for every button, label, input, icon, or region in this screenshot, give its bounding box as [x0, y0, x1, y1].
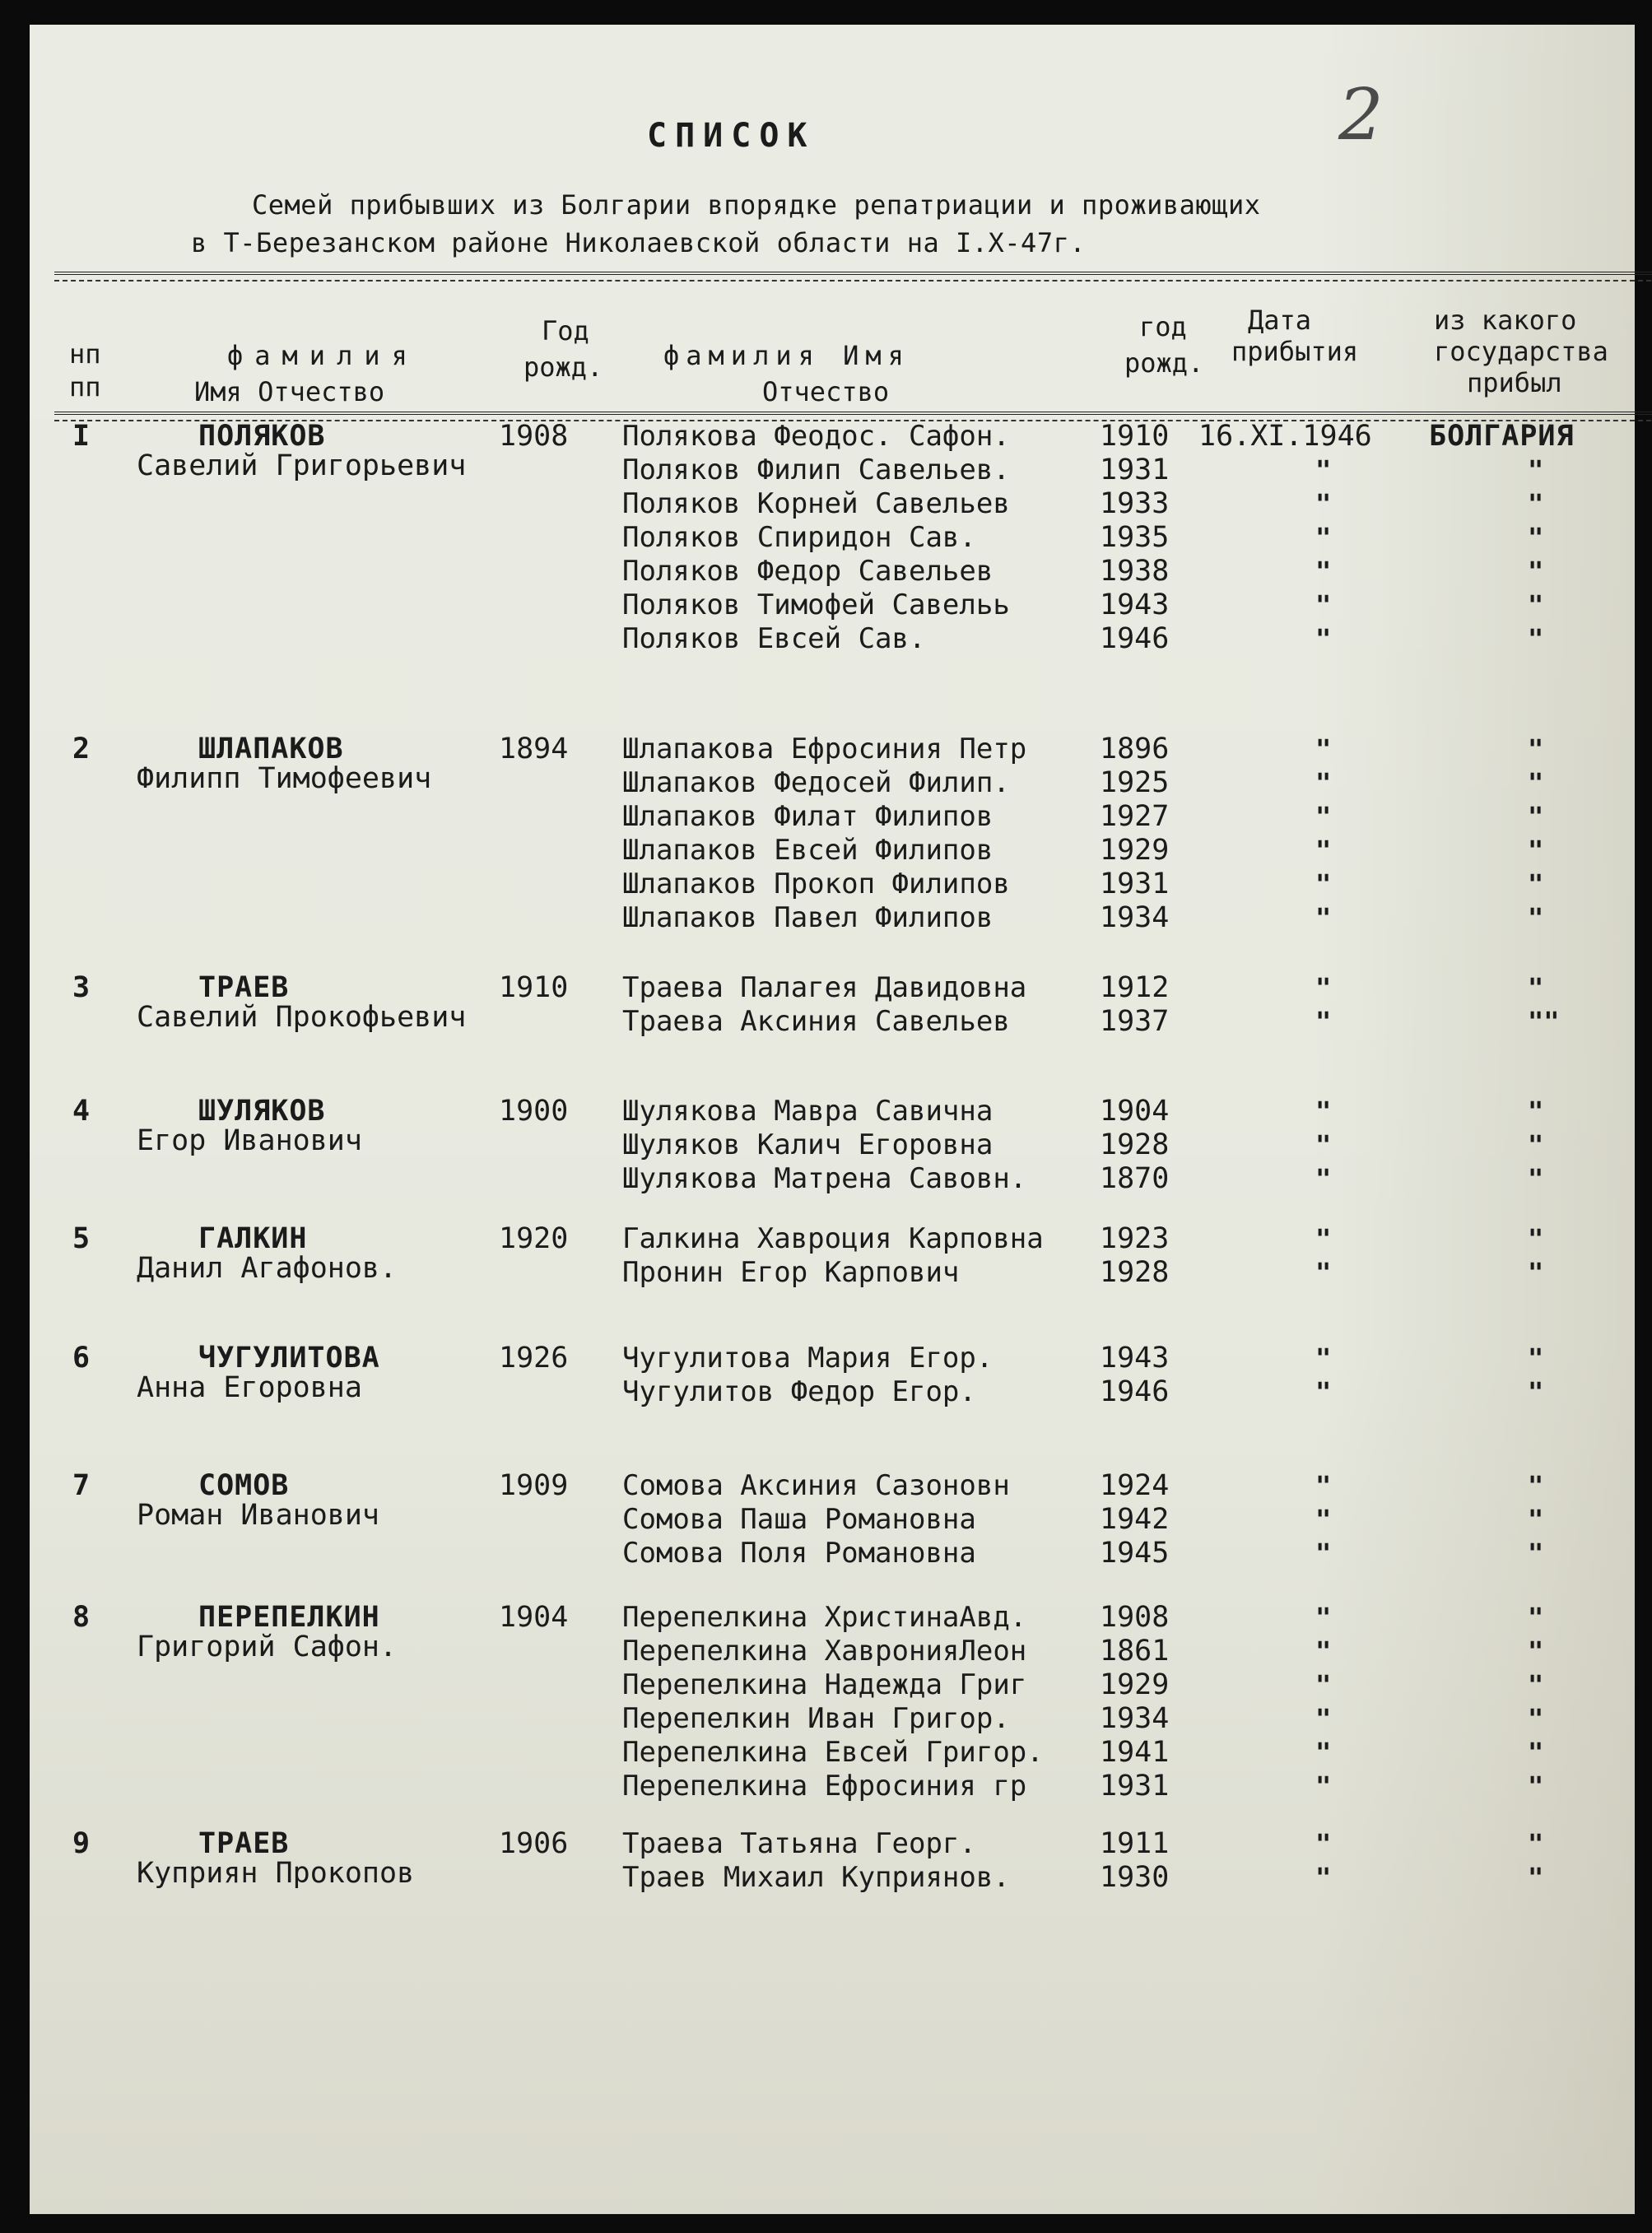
member-year: 1934 [1100, 1702, 1170, 1735]
member-year: 1924 [1100, 1469, 1170, 1502]
member-country-ditto: " [1528, 733, 1544, 765]
member-name: Поляков Корней Савельев [622, 487, 1010, 520]
member-name: Шулякова Матрена Савовн. [622, 1162, 1027, 1195]
member-arrival-ditto: " [1315, 623, 1332, 654]
member-year: 1912 [1100, 971, 1170, 1004]
member-arrival-ditto: " [1315, 1096, 1332, 1127]
member-name: Перепелкина ХристинаАвд. [622, 1601, 1027, 1634]
col-header-head-name: фамилия Имя Отчество [194, 340, 419, 407]
family-head-name: Егор Иванович [137, 1124, 362, 1157]
col-header-head-year: Год рожд. [524, 315, 603, 383]
family-number: 6 [72, 1342, 91, 1375]
member-arrival-ditto: " [1315, 556, 1332, 587]
member-name: Поляков Евсей Сав. [622, 622, 926, 655]
family-head-name: Филипп Тимофеевич [137, 762, 432, 795]
member-arrival-ditto: " [1315, 733, 1332, 765]
member-year: 1943 [1100, 588, 1170, 621]
member-country-ditto: " [1528, 801, 1544, 832]
member-year: 1943 [1100, 1342, 1170, 1375]
member-name: Перепелкина Евсей Григор. [622, 1736, 1044, 1769]
member-year: 1908 [1100, 1601, 1170, 1634]
member-arrival-ditto: " [1315, 488, 1332, 519]
member-country-ditto: " [1528, 1669, 1544, 1700]
member-country-ditto: " [1528, 556, 1544, 587]
member-year: 1929 [1100, 834, 1170, 867]
family-head-surname: ПЕРЕПЕЛКИН [198, 1601, 380, 1634]
member-name: Шлапаков Федосей Филип. [622, 766, 1010, 799]
member-arrival-ditto: " [1315, 454, 1332, 486]
member-year: 1928 [1100, 1256, 1170, 1289]
col-header-num: нп пп [69, 338, 101, 402]
family-head-name: Савелий Григорьевич [137, 449, 467, 482]
member-country-ditto: " [1528, 454, 1544, 486]
family-number: 2 [72, 733, 91, 765]
member-year: 1870 [1100, 1162, 1170, 1195]
member-year: 1931 [1100, 454, 1170, 486]
member-name: Перепелкина ХавронияЛеон [622, 1635, 1027, 1668]
member-name: Галкина Хавроция Карповна [622, 1222, 1044, 1255]
document-title: СПИСОК [647, 117, 816, 155]
member-country-ditto: " [1528, 488, 1544, 519]
member-country-ditto: " [1528, 1342, 1544, 1374]
member-name: Перепелкина Надежда Григ [622, 1668, 1027, 1701]
member-arrival-ditto: " [1315, 868, 1332, 900]
member-name: Поляков Филип Савельев. [622, 454, 1010, 486]
member-name: Чугулитов Федор Егор. [622, 1375, 976, 1408]
member-arrival-ditto: " [1315, 767, 1332, 798]
document-page [30, 25, 1635, 2214]
member-country-ditto: " [1528, 1770, 1544, 1802]
member-arrival-ditto: " [1315, 1342, 1332, 1374]
member-year: 1930 [1100, 1861, 1170, 1894]
member-year: 1937 [1100, 1005, 1170, 1038]
col-header-country: из какого государства прибыл [1434, 305, 1608, 398]
member-arrival-ditto: " [1315, 1635, 1332, 1667]
member-name: Поляков Федор Савельев [622, 555, 994, 588]
member-arrival-ditto: " [1315, 1129, 1332, 1161]
member-country-ditto: " [1528, 1470, 1544, 1501]
member-year: 1896 [1100, 733, 1170, 765]
member-country-ditto: " [1528, 868, 1544, 900]
member-name: Чугулитова Мария Егор. [622, 1342, 994, 1375]
member-country-ditto: " [1528, 767, 1544, 798]
member-name: Траева Татьяна Георг. [622, 1827, 976, 1860]
member-country: БОЛГАРИЯ [1429, 420, 1575, 453]
member-country-ditto: "" [1528, 1006, 1560, 1037]
member-name: Шлапаков Прокоп Филипов [622, 868, 1010, 900]
member-country-ditto: " [1528, 1828, 1544, 1859]
family-head-surname: ГАЛКИН [198, 1222, 308, 1255]
member-arrival-ditto: " [1315, 902, 1332, 933]
member-country-ditto: " [1528, 1163, 1544, 1194]
member-year: 1935 [1100, 521, 1170, 554]
family-number: 5 [72, 1222, 91, 1255]
family-head-surname: ТРАЕВ [198, 971, 290, 1004]
member-name: Шуляков Калич Егоровна [622, 1128, 994, 1161]
member-country-ditto: " [1528, 1504, 1544, 1535]
member-country-ditto: " [1528, 1223, 1544, 1254]
family-head-year: 1908 [499, 420, 569, 453]
member-year: 1946 [1100, 622, 1170, 655]
member-name: Пронин Егор Карпович [622, 1256, 960, 1289]
family-number: 7 [72, 1469, 91, 1502]
member-arrival-ditto: " [1315, 1703, 1332, 1734]
member-year: 1910 [1100, 420, 1170, 453]
handwritten-page-number: 2 [1338, 74, 1384, 156]
family-head-surname: ШУЛЯКОВ [198, 1095, 326, 1128]
member-country-ditto: " [1528, 1737, 1544, 1768]
member-country-ditto: " [1528, 1602, 1544, 1633]
member-country-ditto: " [1528, 623, 1544, 654]
member-arrival: 16.XI.1946 [1198, 420, 1372, 453]
subtitle-line-1: Семей прибывших из Болгарии впорядке репатриации и проживающих [252, 189, 1261, 221]
member-name: Перепелкин Иван Григор. [622, 1702, 1010, 1735]
family-head-year: 1909 [499, 1469, 569, 1502]
member-name: Шлапакова Ефросиния Петр [622, 733, 1027, 765]
member-arrival-ditto: " [1315, 1862, 1332, 1893]
member-year: 1945 [1100, 1537, 1170, 1570]
col-header-member-year: год рожд. [1124, 311, 1204, 379]
member-year: 1938 [1100, 555, 1170, 588]
member-arrival-ditto: " [1315, 1163, 1332, 1194]
member-name: Шлапаков Филат Филипов [622, 800, 994, 833]
family-head-year: 1894 [499, 733, 569, 765]
member-year: 1942 [1100, 1503, 1170, 1536]
member-arrival-ditto: " [1315, 801, 1332, 832]
family-head-name: Роман Иванович [137, 1499, 380, 1532]
member-arrival-ditto: " [1315, 1828, 1332, 1859]
member-year: 1927 [1100, 800, 1170, 833]
member-country-ditto: " [1528, 902, 1544, 933]
member-name: Сомова Аксиния Сазоновн [622, 1469, 1010, 1502]
family-head-surname: ЧУГУЛИТОВА [198, 1342, 380, 1375]
member-arrival-ditto: " [1315, 972, 1332, 1003]
member-year: 1929 [1100, 1668, 1170, 1701]
member-arrival-ditto: " [1315, 1770, 1332, 1802]
member-arrival-ditto: " [1315, 1223, 1332, 1254]
member-year: 1934 [1100, 901, 1170, 934]
member-country-ditto: " [1528, 1635, 1544, 1667]
member-year: 1928 [1100, 1128, 1170, 1161]
member-name: Полякова Феодос. Сафон. [622, 420, 1010, 453]
family-head-surname: СОМОВ [198, 1469, 290, 1502]
col-header-arrival: Дата прибытия [1231, 305, 1359, 367]
member-name: Шулякова Мавра Савична [622, 1095, 994, 1128]
family-head-year: 1900 [499, 1095, 569, 1128]
family-head-name: Куприян Прокопов [137, 1857, 415, 1890]
family-number: I [72, 420, 91, 453]
member-year: 1931 [1100, 1770, 1170, 1803]
member-name: Перепелкина Ефросиния гр [622, 1770, 1027, 1803]
member-year: 1911 [1100, 1827, 1170, 1860]
member-country-ditto: " [1528, 1703, 1544, 1734]
family-head-year: 1904 [499, 1601, 569, 1634]
family-head-year: 1926 [499, 1342, 569, 1375]
member-arrival-ditto: " [1315, 522, 1332, 553]
member-arrival-ditto: " [1315, 1737, 1332, 1768]
member-year: 1931 [1100, 868, 1170, 900]
col-header-member-name: фамилия Имя Отчество [663, 340, 910, 407]
family-number: 8 [72, 1601, 91, 1634]
family-head-name: Григорий Сафон. [137, 1631, 398, 1663]
family-number: 9 [72, 1827, 91, 1860]
family-head-name: Анна Егоровна [137, 1371, 362, 1404]
member-arrival-ditto: " [1315, 1602, 1332, 1633]
member-name: Траева Палагея Давидовна [622, 971, 1027, 1004]
member-name: Поляков Тимофей Савельь [622, 588, 1010, 621]
family-number: 4 [72, 1095, 91, 1128]
header-top-rule [54, 272, 1652, 281]
member-name: Траева Аксиния Савельев [622, 1005, 1010, 1038]
member-arrival-ditto: " [1315, 1669, 1332, 1700]
member-country-ditto: " [1528, 972, 1544, 1003]
member-country-ditto: " [1528, 1096, 1544, 1127]
family-head-surname: ТРАЕВ [198, 1827, 290, 1860]
member-arrival-ditto: " [1315, 1538, 1332, 1569]
member-year: 1941 [1100, 1736, 1170, 1769]
member-name: Шлапаков Павел Филипов [622, 901, 994, 934]
member-arrival-ditto: " [1315, 1257, 1332, 1288]
member-year: 1946 [1100, 1375, 1170, 1408]
member-year: 1933 [1100, 487, 1170, 520]
member-year: 1925 [1100, 766, 1170, 799]
family-head-year: 1920 [499, 1222, 569, 1255]
member-year: 1861 [1100, 1635, 1170, 1668]
member-name: Сомова Поля Романовна [622, 1537, 976, 1570]
member-arrival-ditto: " [1315, 589, 1332, 621]
family-head-name: Савелий Прокофьевич [137, 1001, 467, 1034]
member-year: 1904 [1100, 1095, 1170, 1128]
member-arrival-ditto: " [1315, 835, 1332, 866]
family-head-surname: ПОЛЯКОВ [198, 420, 326, 453]
member-country-ditto: " [1528, 1862, 1544, 1893]
member-name: Поляков Спиридон Сав. [622, 521, 976, 554]
member-country-ditto: " [1528, 1257, 1544, 1288]
member-country-ditto: " [1528, 589, 1544, 621]
member-name: Сомова Паша Романовна [622, 1503, 976, 1536]
member-country-ditto: " [1528, 522, 1544, 553]
member-name: Траев Михаил Куприянов. [622, 1861, 1010, 1894]
member-name: Шлапаков Евсей Филипов [622, 834, 994, 867]
family-number: 3 [72, 971, 91, 1004]
member-country-ditto: " [1528, 1129, 1544, 1161]
family-head-year: 1906 [499, 1827, 569, 1860]
member-arrival-ditto: " [1315, 1504, 1332, 1535]
family-head-name: Данил Агафонов. [137, 1252, 398, 1285]
family-head-year: 1910 [499, 971, 569, 1004]
family-head-surname: ШЛАПАКОВ [198, 733, 344, 765]
member-year: 1923 [1100, 1222, 1170, 1255]
subtitle-line-2: в Т-Березанском районе Николаевской области на I.X-47г. [191, 227, 1087, 258]
member-country-ditto: " [1528, 1376, 1544, 1407]
member-country-ditto: " [1528, 835, 1544, 866]
member-country-ditto: " [1528, 1538, 1544, 1569]
member-arrival-ditto: " [1315, 1376, 1332, 1407]
member-arrival-ditto: " [1315, 1470, 1332, 1501]
member-arrival-ditto: " [1315, 1006, 1332, 1037]
